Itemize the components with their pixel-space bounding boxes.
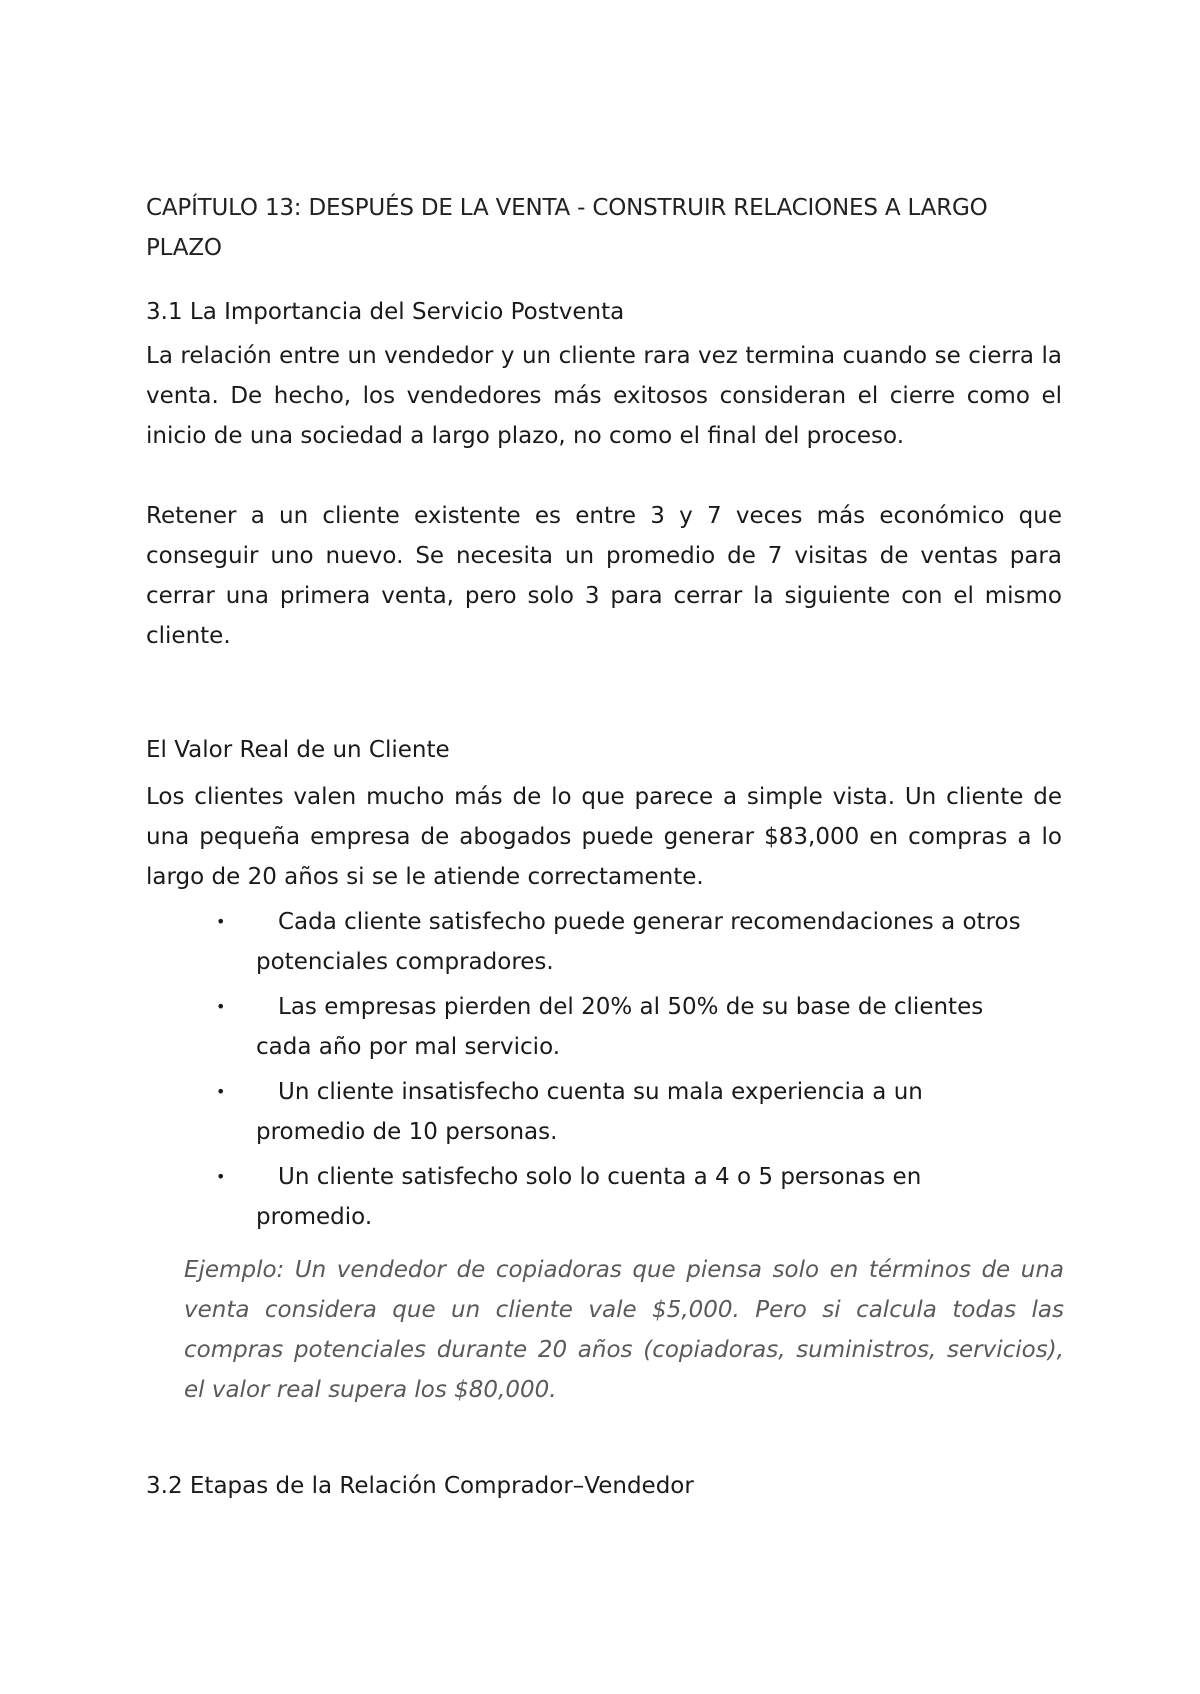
- list-item: [146, 987, 1036, 1067]
- list-item-text: Cada cliente satisfecho puede generar recomendaciones a otros potenciales compradores.: [256, 909, 1021, 975]
- list-item-text: Un cliente insatisfecho cuenta su mala experiencia a un promedio de 10 personas.: [256, 1079, 923, 1145]
- example-paragraph: Ejemplo: Un vendedor de copiadoras que piensa solo en términos de una venta considera que un cliente vale $5,000. Pero si calcula todas las compras potenciales durante 20 años (copiadoras, suministros, servicios), el valor real supera los $80,000.: [184, 1257, 1064, 1403]
- section-heading-3-1: 3.1 La Importancia del Servicio Postventa: [146, 299, 625, 325]
- section-heading-valor-real: El Valor Real de un Cliente: [146, 737, 450, 763]
- list-item-text: Un cliente satisfecho solo lo cuenta a 4 o 5 personas en promedio.: [256, 1164, 922, 1230]
- list-item: [146, 902, 1036, 982]
- bullet-marker: •: [216, 997, 226, 1016]
- bullet-list: [146, 902, 1066, 1242]
- section-heading-3-2: 3.2 Etapas de la Relación Comprador–Vendedor: [146, 1473, 694, 1499]
- paragraph-postventa-1: La relación entre un vendedor y un cliente rara vez termina cuando se cierra la venta. De hecho, los vendedores más exitosos consideran el cierre como el inicio de una sociedad a largo plazo, no como el final del proceso.: [146, 343, 1062, 449]
- list-item-text: Las empresas pierden del 20% al 50% de su base de clientes cada año por mal servicio.: [256, 994, 984, 1060]
- bullet-marker: •: [216, 1167, 226, 1186]
- list-item: [146, 1157, 1036, 1237]
- paragraph-valor-real: Los clientes valen mucho más de lo que parece a simple vista. Un cliente de una pequeña empresa de abogados puede generar $83,000 en compras a lo largo de 20 años si se le atiende correctamente.: [146, 784, 1062, 890]
- chapter-title: CAPÍTULO 13: DESPUÉS DE LA VENTA - CONSTRUIR RELACIONES A LARGO PLAZO: [146, 195, 988, 261]
- list-item: [146, 1072, 1036, 1152]
- bullet-marker: •: [216, 912, 226, 931]
- bullet-marker: •: [216, 1082, 226, 1101]
- paragraph-postventa-2: Retener a un cliente existente es entre 3 y 7 veces más económico que conseguir uno nuevo. Se necesita un promedio de 7 visitas de ventas para cerrar una primera venta, pero solo 3 para cerrar la siguiente con el mismo cliente.: [146, 503, 1062, 649]
